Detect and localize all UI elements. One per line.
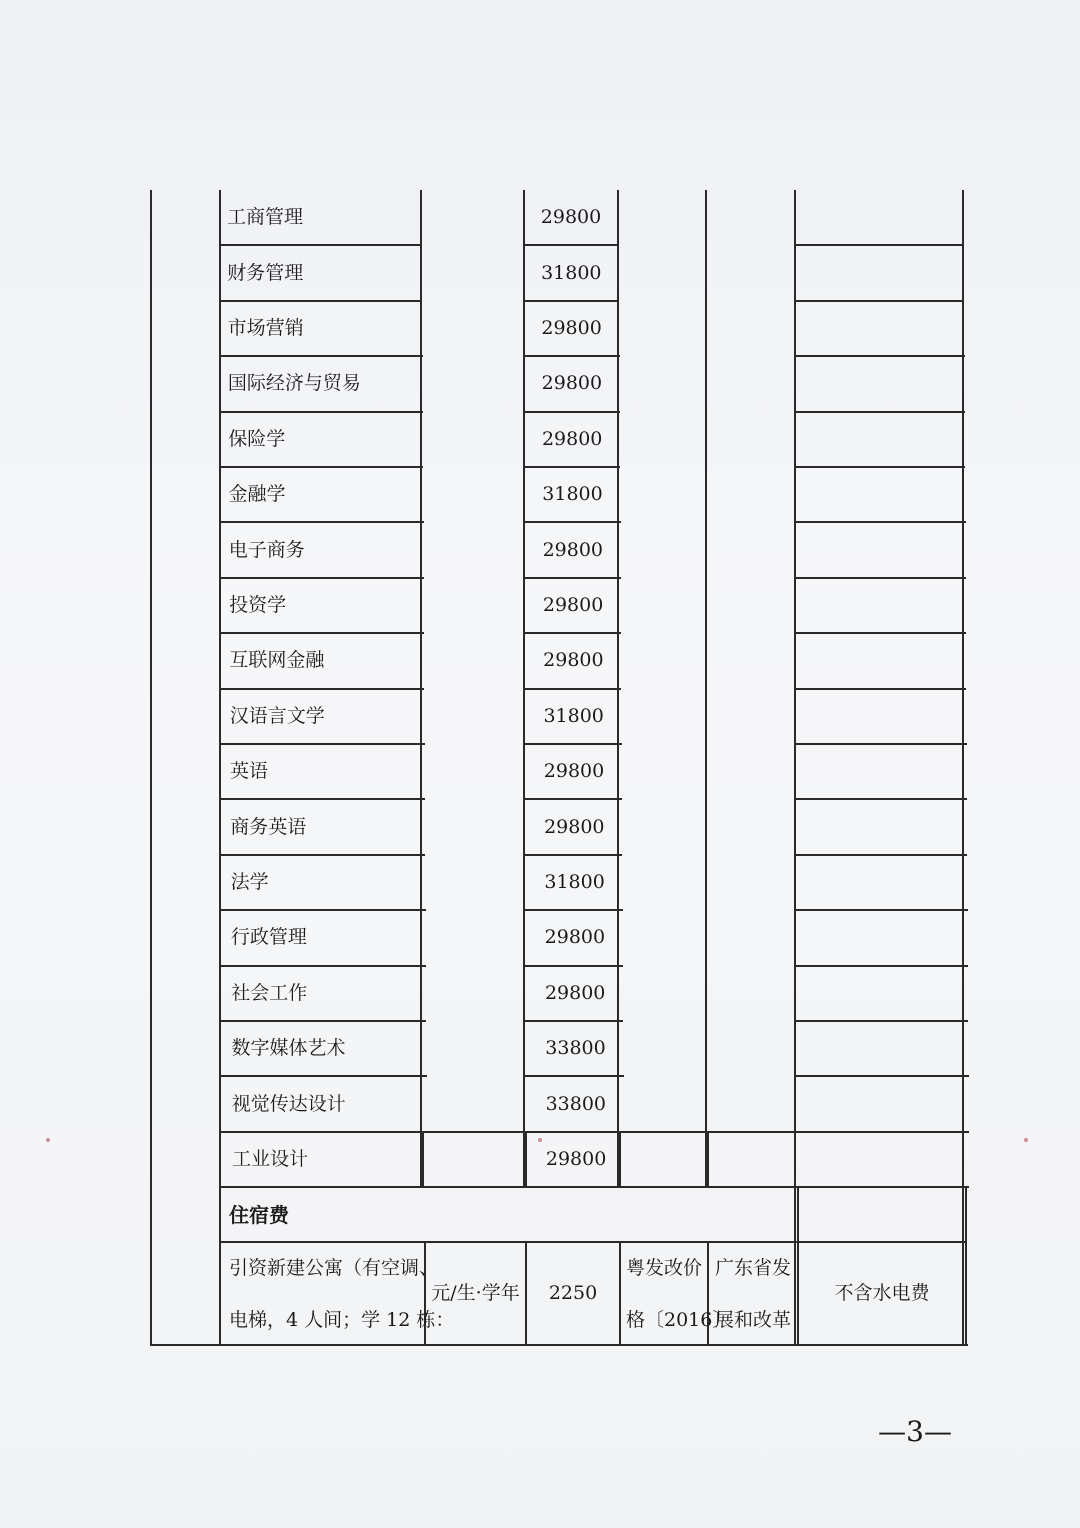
accommodation-authority-line1: 广东省发: [715, 1257, 792, 1279]
row-divider-last: [707, 1132, 709, 1187]
major-name: 电子商务: [228, 538, 305, 561]
accommodation-note: 不含水电费: [834, 1281, 930, 1304]
accommodation-document-line2: 格〔2016〕: [626, 1309, 732, 1331]
accommodation-authority: [715, 1242, 791, 1346]
page-number: —3—: [878, 1415, 952, 1448]
row-line-remark: [794, 244, 964, 246]
tuition-fee: 29800: [542, 538, 604, 561]
row-line-remark: [794, 521, 966, 523]
tuition-fee: 31800: [541, 261, 602, 284]
column-divider-authority-right: [794, 190, 796, 1346]
major-name: 英语: [230, 760, 269, 783]
major-name: 数字媒体艺术: [231, 1037, 346, 1060]
tuition-fee: 31800: [543, 704, 604, 727]
accommodation-item: [229, 1242, 454, 1346]
row-line-remark: [794, 466, 965, 468]
major-name: 金融学: [228, 483, 286, 506]
major-name: 行政管理: [230, 926, 307, 949]
major-name: 保险学: [228, 427, 286, 450]
accommodation-fee: 2250: [548, 1281, 598, 1304]
major-name: 汉语言文学: [229, 704, 325, 727]
row-line-remark: [794, 355, 965, 357]
accommodation-item-line1: 引资新建公寓（有空调、: [229, 1257, 439, 1279]
major-name: 国际经济与贸易: [227, 372, 361, 395]
accommodation-unit: 元/生·学年: [431, 1281, 520, 1304]
tuition-fee: 33800: [545, 1092, 607, 1115]
major-name: 财务管理: [227, 261, 304, 284]
tuition-fee: 29800: [544, 815, 605, 838]
row-line-remark: [794, 688, 966, 690]
major-name: 市场营销: [227, 316, 304, 339]
row-line-remark: [794, 300, 964, 302]
major-name: 商务英语: [230, 815, 307, 838]
tuition-fee: 29800: [543, 649, 604, 672]
major-name: 工业设计: [232, 1147, 309, 1170]
row-line-remark: [794, 798, 967, 800]
accommodation-item-line2: 电梯，4 人间；学 12 栋：: [229, 1309, 455, 1331]
row-line-remark: [794, 1075, 969, 1077]
row-line-remark: [794, 965, 968, 967]
accommodation-heading: 住宿费: [229, 1203, 289, 1227]
tuition-fee: 31800: [544, 870, 605, 893]
accommodation-document-line1: 粤发改价: [626, 1257, 703, 1279]
row-divider-last: [422, 1132, 424, 1187]
row-line-remark: [794, 1020, 968, 1022]
tuition-fee: 29800: [544, 981, 606, 1004]
row-line-spanning: [617, 1131, 707, 1133]
major-name: 投资学: [229, 593, 287, 616]
row-line-remark: [794, 632, 966, 634]
major-name: 视觉传达设计: [231, 1092, 346, 1115]
accommodation-right-border: [965, 1186, 967, 1346]
tuition-fee: 33800: [545, 1037, 606, 1060]
row-line-remark: [794, 854, 967, 856]
tuition-fee: 31800: [542, 483, 603, 506]
tuition-fee: 29800: [543, 760, 605, 783]
scan-speck: [46, 1138, 50, 1142]
row-line-spanning: [705, 1131, 797, 1133]
table-left-border: [150, 190, 152, 1346]
major-name: 法学: [230, 870, 269, 893]
row-line-spanning: [420, 1131, 525, 1133]
row-divider-last: [525, 1132, 527, 1187]
column-divider-doc-right: [705, 190, 707, 1186]
major-name: 互联网金融: [229, 649, 325, 672]
major-name: 工商管理: [227, 206, 304, 229]
row-line-remark: [794, 577, 966, 579]
row-line-remark: [794, 1131, 969, 1133]
tuition-fee: 29800: [542, 593, 604, 616]
tuition-fee: 29800: [544, 926, 606, 949]
row-line-remark: [794, 743, 967, 745]
accommodation-divider-3: [619, 1242, 621, 1346]
tuition-fee: 29800: [541, 372, 603, 395]
major-name: 社会工作: [231, 981, 308, 1004]
tuition-fee: 29800: [545, 1147, 607, 1170]
scan-speck: [1024, 1138, 1028, 1142]
row-line-remark: [794, 909, 968, 911]
tuition-fee: 29800: [541, 316, 602, 339]
scan-speck: [538, 1138, 542, 1142]
accommodation-authority-line2: 展和改革: [715, 1309, 792, 1331]
tuition-fee: 29800: [541, 427, 603, 450]
tuition-fee: 29800: [540, 206, 602, 229]
table-right-border: [962, 190, 964, 1346]
row-line-remark: [794, 411, 965, 413]
